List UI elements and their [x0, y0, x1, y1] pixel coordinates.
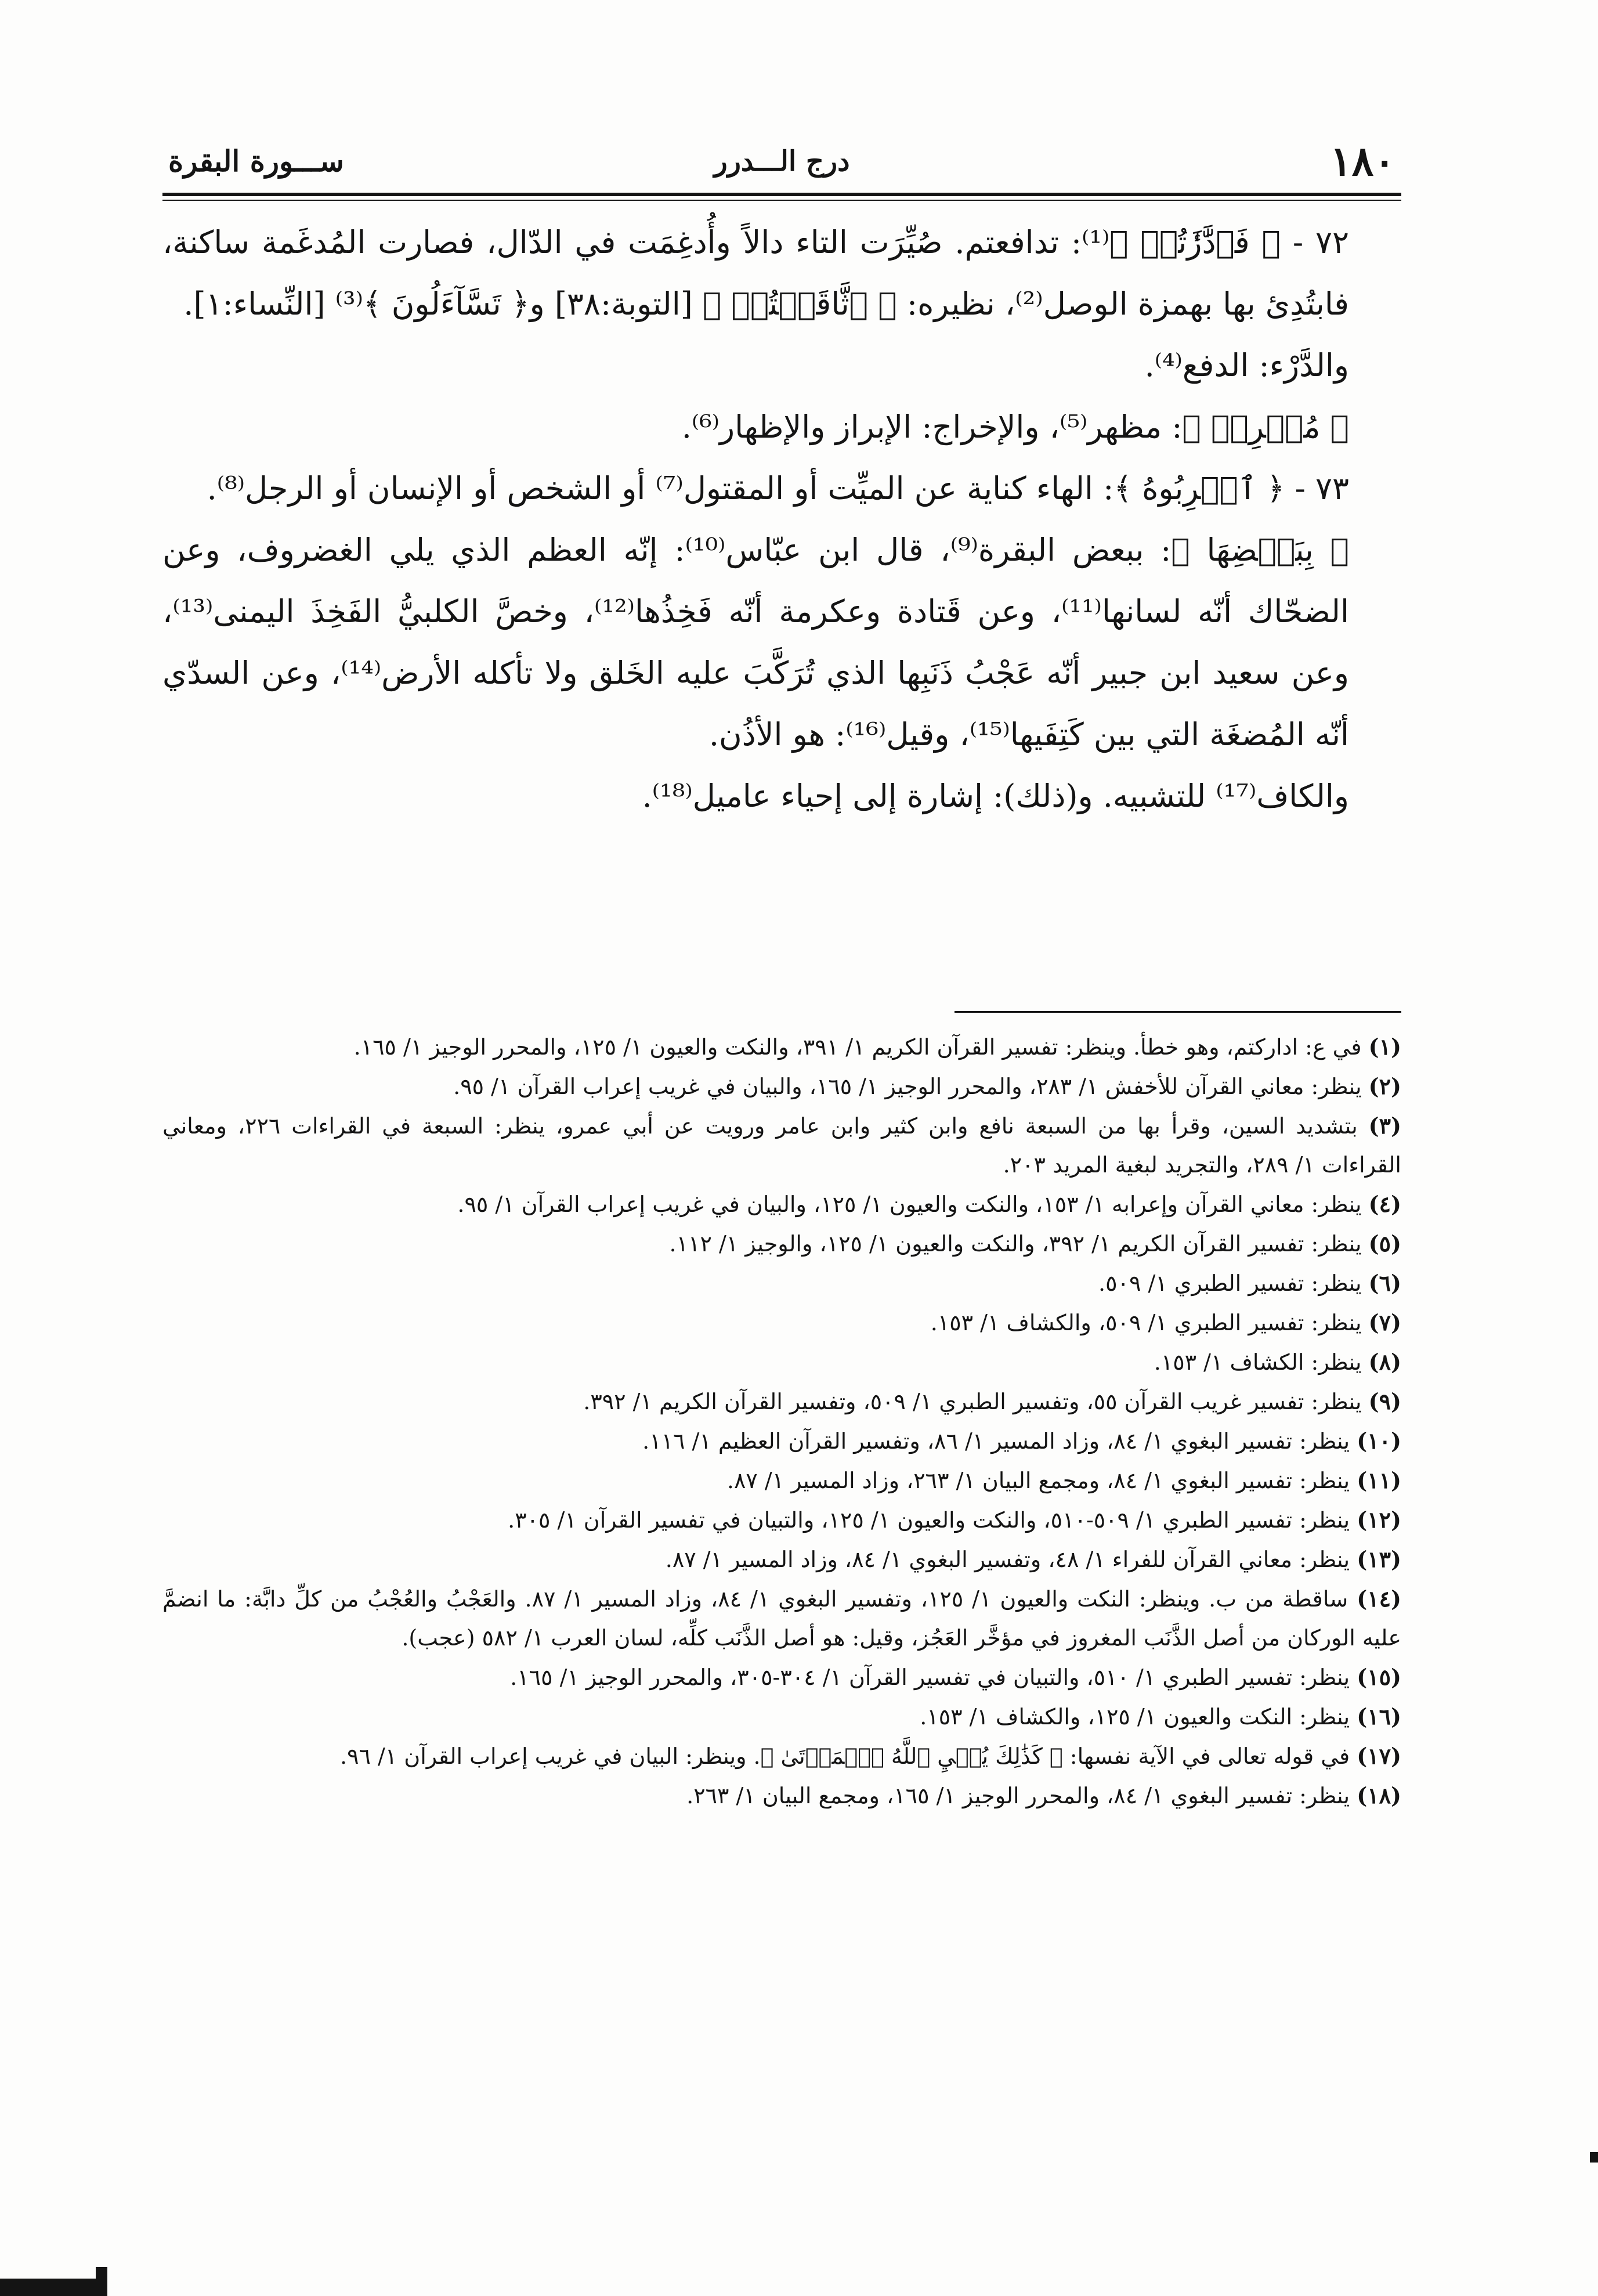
footnote: [162, 1540, 1401, 1579]
footnote-text: بتشديد السين، وقرأ بها من السبعة نافع وابن كثير وابن عامر ورويت عن أبي عمرو، ينظر: السبعة في القراءات ٢٢٦، ومعاني القراءات ١/ ٢٨٩، والتجريد لبغية المريد ٢٠٣.: [162, 1113, 1401, 1178]
footnote-text: ينظر: تفسير البغوي ١/ ٨٤، والمحرر الوجيز ١/ ١٦٥، ومجمع البيان ١/ ٢٦٣.: [686, 1783, 1350, 1808]
footnote-number: (١٣): [1357, 1546, 1401, 1572]
paragraph-verse-72: ٧٢ - ﴿ فَٱدَّٰرَٰٔتُمۡ ﴾⁽¹⁾: تدافعتم. صُيِّرَت التاء دالاً وأُدغِمَت في الدّال، فصارت المُدغَمة ساكنة، فابتُدِئ بها بهمزة الوصل⁽²⁾، نظيره: ﴿ ٱثَّاقَلۡتُمۡ ﴾ [التوبة:٣٨] و﴿ تَسَّآءَلُونَ ﴾⁽³⁾ [النِّساء:١].: [162, 224, 1349, 322]
footnote-text: ينظر: تفسير غريب القرآن ٥٥، وتفسير الطبري ١/ ٥٠٩، وتفسير القرآن الكريم ١/ ٣٩٢.: [583, 1389, 1362, 1414]
paragraph-mukhrij: ﴿ مُخۡرِجٞ ﴾: مظهر⁽⁵⁾، والإخراج: الإبراز والإظهار⁽⁶⁾.: [681, 409, 1349, 445]
footnote: [162, 1342, 1401, 1382]
book-title: درج الـــدرر: [714, 145, 850, 178]
scan-edge-mark: [1590, 2152, 1598, 2163]
footnote-text: ينظر: الكشاف ١/ ١٥٣.: [1154, 1349, 1362, 1375]
footnote-text: ينظر: تفسير القرآن الكريم ١/ ٣٩٢، والنكت والعيون ١/ ١٢٥، والوجيز ١/ ١١٢.: [669, 1231, 1362, 1257]
footnote: [162, 1421, 1401, 1461]
page-header: [162, 132, 1401, 190]
footnote-number: (١٨): [1357, 1782, 1401, 1808]
footnote-number: (٨): [1368, 1349, 1401, 1375]
footnote-number: (١١): [1357, 1467, 1401, 1493]
footnote: [162, 1224, 1401, 1263]
footnote-text: ينظر: النكت والعيون ١/ ١٢٥، والكشاف ١/ ١٥٣.: [920, 1704, 1350, 1730]
footnote: [162, 1027, 1401, 1067]
scan-corner-mark: [0, 2279, 107, 2296]
surah-title: ســـورة البقرة: [168, 144, 344, 178]
main-text: [162, 212, 1401, 827]
footnote-number: (١٧): [1357, 1743, 1401, 1769]
footnote-text: ينظر: تفسير البغوي ١/ ٨٤، وزاد المسير ١/ ٨٦، وتفسير القرآن العظيم ١/ ١١٦.: [642, 1428, 1350, 1454]
paragraph-biba-diha: ﴿ بِبَعۡضِهَا ﴾: ببعض البقرة⁽⁹⁾، قال ابن عبّاس⁽¹⁰⁾: إنّه العظم الذي يلي الغضروف، وعن الضحّاك أنّه لسانها⁽¹¹⁾، وعن قَتادة وعكرمة أنّه فَخِذُها⁽¹²⁾، وخصَّ الكلبيُّ الفَخِذَ اليمنى⁽¹³⁾، وعن سعيد ابن جبير أنّه عَجْبُ ذَنَبِها الذي تُرَكَّبَ عليه الخَلق ولا تأكله الأرض⁽¹⁴⁾، وعن السدّي أنّه المُضغَة التي بين كَتِفَيها⁽¹⁵⁾، وقيل⁽¹⁶⁾: هو الأذُن.: [162, 532, 1350, 753]
footnote-number: (١): [1368, 1034, 1401, 1060]
footnote-text: ينظر: معاني القرآن للأخفش ١/ ٢٨٣، والمحرر الوجيز ١/ ١٦٥، والبيان في غريب إعراب القرآن ١/ ٩٥.: [453, 1074, 1362, 1099]
footnote-number: (١٦): [1357, 1703, 1401, 1730]
header-rule-thick: [162, 193, 1401, 196]
footnote-text: في قوله تعالى في الآية نفسها: ﴿ كَذَٰلِكَ يُحۡيِ ٱللَّهُ ٱلۡمَوۡتَىٰ ﴾. وينظر: البيان في غريب إعراب القرآن ١/ ٩٦.: [339, 1743, 1350, 1769]
footnote-number: (٥): [1368, 1230, 1401, 1257]
footnote: [162, 1776, 1401, 1815]
header-rule-thin: [162, 200, 1401, 201]
scan-corner-mark-vertical: [96, 2267, 107, 2296]
footnote-number: (٧): [1368, 1309, 1401, 1335]
footnote-text: ينظر: معاني القرآن للفراء ١/ ٤٨، وتفسير البغوي ١/ ٨٤، وزاد المسير ١/ ٨٧.: [665, 1547, 1350, 1572]
footnote-number: (٦): [1368, 1270, 1401, 1296]
footnote-text: ينظر: تفسير البغوي ١/ ٨٤، ومجمع البيان ١/ ٢٦٣، وزاد المسير ١/ ٨٧.: [726, 1468, 1350, 1493]
paragraph-kaf: والكاف⁽¹⁷⁾ للتشبيه. و(ذلك): إشارة إلى إحياء عاميل⁽¹⁸⁾.: [642, 778, 1349, 814]
footnote: [162, 1067, 1401, 1106]
footnote-number: (٣): [1368, 1113, 1401, 1139]
footnote-text: ساقطة من ب. وينظر: النكت والعيون ١/ ١٢٥، وتفسير البغوي ١/ ٨٤، وزاد المسير ١/ ٨٧. والعَجْبُ والعُجْبُ من كلِّ دابَّة: ما انضمَّ عليه الوركان من أصل الذَّنَب المغروز في مؤخَّر العَجُز، وقيل: هو أصل الذَّنَب كلِّه، لسان العرب ١/ ٥٨٢ (عجب).: [162, 1586, 1401, 1651]
footnote-number: (١٠): [1357, 1428, 1401, 1454]
paragraph-verse-73: ٧٣ - ﴿ ٱضۡرِبُوهُ ﴾: الهاء كناية عن الميِّت أو المقتول⁽⁷⁾ أو الشخص أو الإنسان أو الرجل⁽⁸⁾.: [207, 470, 1349, 507]
footnote: [162, 1263, 1401, 1303]
footnote: [162, 1697, 1401, 1737]
footnote-number: (١٤): [1357, 1586, 1401, 1612]
footnote: [162, 1461, 1401, 1500]
footnote-number: (٢): [1368, 1073, 1401, 1099]
footnote-text: ينظر: تفسير الطبري ١/ ٥٠٩-٥١٠، والنكت والعيون ١/ ١٢٥، والتبيان في تفسير القرآن ١/ ٣٠٥.: [508, 1507, 1350, 1533]
footnote-number: (٩): [1368, 1388, 1401, 1414]
footnote: [162, 1737, 1401, 1776]
footnote-text: ينظر: تفسير الطبري ١/ ٥٠٩، والكشاف ١/ ١٥٣.: [930, 1310, 1362, 1335]
footnote-text: ينظر: تفسير الطبري ١/ ٥٠٩.: [1098, 1270, 1362, 1296]
footnote: [162, 1500, 1401, 1540]
footnote: [162, 1658, 1401, 1697]
footnote-text: ينظر: معاني القرآن وإعرابه ١/ ١٥٣، والنكت والعيون ١/ ١٢٥، والبيان في غريب إعراب القرآن ١/ ٩٥.: [457, 1192, 1362, 1217]
footnote: [162, 1303, 1401, 1342]
footnote-number: (١٥): [1357, 1664, 1401, 1690]
page-number: ١٨٠: [1330, 137, 1395, 185]
footnote: [162, 1579, 1401, 1658]
footnote-text: ينظر: تفسير الطبري ١/ ٥١٠، والتبيان في تفسير القرآن ١/ ٣٠٤-٣٠٥، والمحرر الوجيز ١/ ١٦٥.: [510, 1665, 1350, 1690]
footnote-text: في ع: ادارکتم، وهو خطأ. وينظر: تفسير القرآن الكريم ١/ ٣٩١، والنكت والعيون ١/ ١٢٥، والمحرر الوجيز ١/ ١٦٥.: [353, 1034, 1362, 1060]
footnotes: [162, 1027, 1401, 1815]
paragraph-dar: والدَّرْء: الدفع⁽⁴⁾.: [1144, 347, 1349, 384]
footnote: [162, 1106, 1401, 1185]
footnote-separator: [955, 1011, 1401, 1013]
footnote: [162, 1382, 1401, 1421]
footnote-number: (٤): [1368, 1191, 1401, 1217]
footnote-number: (١٢): [1357, 1507, 1401, 1533]
footnote: [162, 1185, 1401, 1224]
